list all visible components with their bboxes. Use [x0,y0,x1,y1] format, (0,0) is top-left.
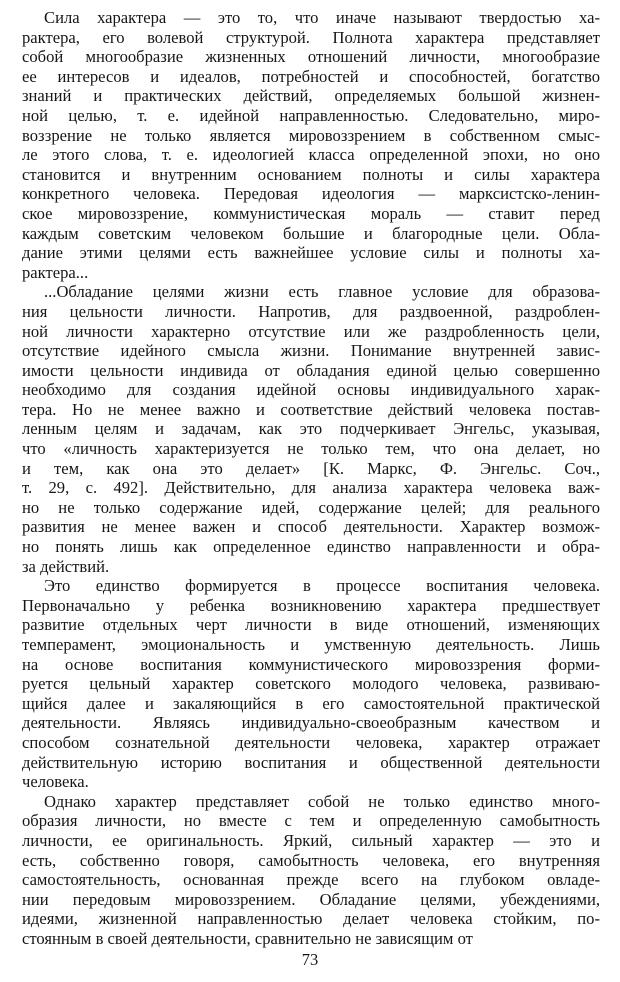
text-line: т. 29, с. 492]. Действительно, для анализа характера человека важ- [22,478,600,498]
text-line: нии передовым мировоззрением. Обладание целями, убеждениями, [22,889,600,909]
text-line: Однако характер представляет собой не только единство много- [44,791,600,811]
text-line: собой многообразие жизненных отношений личности, многообразие [22,47,600,67]
text-line: ...Обладание целями жизни есть главное условие для образова- [44,282,600,302]
text-line: что «личность характеризуется не только тем, что она делает, но [22,439,600,459]
text-line: щийся далее и закаляющийся в его самостоятельной практической [22,693,600,713]
text-line: ния цельности личности. Напротив, для раздвоенной, раздроблен- [22,301,600,321]
text-line: воззрение не только является мировоззрением в собственном смыс- [22,125,600,145]
text-line: ское мировоззрение, коммунистическая мораль — ставит перед [22,203,600,223]
text-line: отсутствие идейного смысла жизни. Понимание внутренней завис- [22,341,600,361]
text-line: ной личности характерно отсутствие или же раздробленность цели, [22,321,600,341]
text-line: есть, собственно говоря, самобытность человека, его внутренняя [22,850,600,870]
text-line: руется цельный характер советского молодого человека, развиваю- [22,674,600,694]
text-line: тера. Но не менее важно и соответствие действий человека постав- [22,399,600,419]
text-line: Сила характера — это то, что иначе называют твердостью ха- [44,8,600,27]
text-line: имости цельности индивида от обладания единой целью совершенно [22,360,600,380]
text-line: каждым советским человеком большие и благородные цели. Обла- [22,223,600,243]
text-line: ной целью, т. е. идейной направленностью. Следовательно, миро- [22,105,600,125]
text-line: самостоятельность, основанная прежде всего на глубоком овладе- [22,870,600,890]
text-line: необходимо для создания идейной основы индивидуального харак- [22,380,600,400]
text-line: ле этого слова, т. е. идеологией класса определенной эпохи, но оно [22,145,600,165]
text-line: развитие отдельных черт личности в виде отношений, изменяющих [22,615,600,635]
text-line: образия личности, но вместе с тем и определенную самобытность [22,811,600,831]
text-line: дание этими целями есть важнейшее условие силы и полноты ха- [22,243,600,263]
text-line: но не только содержание идей, содержание целей; для реального [22,497,600,517]
text-line: Это единство формируется в процессе воспитания человека. [44,576,600,596]
text-line: действительную историю воспитания и общественной деятельности [22,752,600,772]
text-line: конкретного человека. Передовая идеология — марксистско-ленин- [22,184,600,204]
text-line: но понять лишь как определенное единство направленности и обра- [22,537,600,557]
text-line: идеями, жизненной направленностью делает человека стойким, по- [22,909,600,929]
text-line: способом сознательной деятельности человека, характер отражает [22,732,600,752]
text-line: Первоначально у ребенка возникновению характера предшествует [22,595,600,615]
text-line: рактера... [22,262,89,282]
text-line: и тем, как она это делает» [К. Маркс, Ф. Энгельс. Соч., [22,458,600,478]
text-line: знаний и практических действий, определяемых большой жизнен- [22,86,600,106]
text-line: стоянным в своей деятельности, сравнительно не зависящим от [22,928,473,948]
text-line: деятельности. Являясь индивидуально-своеобразным качеством и [22,713,600,733]
text-line: становится и внутренним основанием полноты и силы характера [22,164,600,184]
paragraph-1 [22,8,600,282]
paragraph-3 [22,576,600,792]
paragraph-2 [22,282,600,576]
text-line: человека. [22,772,89,792]
text-line: ленным целям и задачам, как это подчеркивает Энгельс, указывая, [22,419,600,439]
page-number: 73 [301,950,319,969]
text-line: ее интересов и идеалов, потребностей и способностей, богатство [22,66,600,86]
text-line: за действий. [22,556,110,576]
text-line: развития не менее важен и способ деятельности. Характер возмож- [22,517,600,537]
text-line: темперамент, эмоциональность и умственную деятельность. Лишь [22,635,600,654]
text-line: рактера, его волевой структурой. Полнота характера представляет [22,27,600,47]
text-line: на основе воспитания коммунистического мировоззрения форми- [22,654,600,674]
text-line: личности, ее оригинальность. Яркий, сильный характер — это и [22,830,600,850]
paragraph-4 [22,792,600,949]
